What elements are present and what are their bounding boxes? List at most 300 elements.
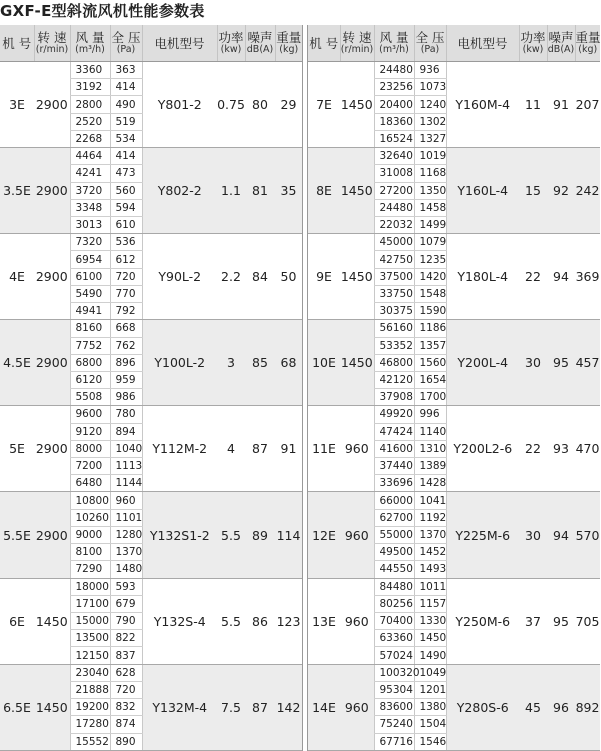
noise-cell: 95 [547, 320, 575, 406]
motor-cell: Y112M-2 [142, 406, 217, 492]
table-row [308, 62, 600, 79]
noise-cell: 94 [547, 234, 575, 320]
pressure-cell: 593 [110, 578, 142, 595]
flow-cell: 6954 [70, 251, 110, 268]
noise-cell: 81 [245, 148, 275, 234]
flow-cell: 17280 [70, 716, 110, 733]
pressure-cell: 536 [110, 234, 142, 251]
flow-cell: 44550 [374, 561, 414, 578]
noise-cell: 94 [547, 492, 575, 578]
flow-cell: 27200 [374, 182, 414, 199]
pressure-cell: 1700 [414, 389, 446, 406]
table-row [0, 62, 302, 79]
motor-cell: Y90L-2 [142, 234, 217, 320]
pressure-cell: 1350 [414, 182, 446, 199]
pressure-cell: 1490 [414, 647, 446, 664]
pressure-cell: 473 [110, 165, 142, 182]
pressure-cell: 1450 [414, 630, 446, 647]
noise-cell: 85 [245, 320, 275, 406]
tables-area [0, 25, 600, 751]
header-model-label: 机 号 [309, 35, 339, 51]
noise-cell: 86 [245, 578, 275, 664]
flow-cell: 18000 [70, 578, 110, 595]
pressure-cell: 1192 [414, 509, 446, 526]
model-cell: 5E [0, 406, 34, 492]
header-power [519, 25, 547, 62]
pressure-cell: 1480 [110, 561, 142, 578]
header-weight-label: 重量 [276, 29, 302, 45]
model-cell: 14E [308, 664, 340, 750]
pressure-cell: 720 [110, 681, 142, 698]
pressure-cell: 414 [110, 148, 142, 165]
weight-cell: 705 [575, 578, 600, 664]
flow-cell: 37908 [374, 389, 414, 406]
pressure-cell: 1499 [414, 216, 446, 233]
left-performance-table [0, 25, 302, 751]
header-pressure [110, 25, 142, 62]
power-cell: 37 [519, 578, 547, 664]
pressure-cell: 414 [110, 79, 142, 96]
flow-cell: 32640 [374, 148, 414, 165]
header-motor-label: 电机型号 [457, 35, 508, 51]
motor-cell: Y801-2 [142, 62, 217, 148]
pressure-cell: 1019 [414, 148, 446, 165]
power-cell: 15 [519, 148, 547, 234]
flow-cell: 3348 [70, 199, 110, 216]
header-motor-label: 电机型号 [154, 35, 205, 51]
speed-cell: 1450 [340, 234, 374, 320]
pressure-cell: 594 [110, 199, 142, 216]
header-weight [275, 25, 302, 62]
pressure-cell: 1144 [110, 475, 142, 492]
motor-cell: Y280S-6 [446, 664, 519, 750]
pressure-cell: 679 [110, 595, 142, 612]
power-cell: 1.1 [217, 148, 245, 234]
pressure-cell: 1560 [414, 354, 446, 371]
speed-cell: 2900 [34, 320, 70, 406]
flow-cell: 70400 [374, 613, 414, 630]
speed-cell: 1450 [34, 578, 70, 664]
pressure-cell: 1049 [414, 664, 446, 681]
header-power-unit: (kw) [522, 43, 544, 55]
weight-cell: 114 [275, 492, 302, 578]
flow-cell: 30375 [374, 303, 414, 320]
header-speed-unit: (r/min) [340, 43, 374, 55]
flow-cell: 15000 [70, 613, 110, 630]
noise-cell: 89 [245, 492, 275, 578]
flow-cell: 22032 [374, 216, 414, 233]
model-cell: 7E [308, 62, 340, 148]
speed-cell: 1450 [340, 148, 374, 234]
flow-cell: 9600 [70, 406, 110, 423]
pressure-cell: 668 [110, 320, 142, 337]
noise-cell: 95 [547, 578, 575, 664]
weight-cell: 457 [575, 320, 600, 406]
table-row [0, 406, 302, 423]
pressure-cell: 874 [110, 716, 142, 733]
header-noise [547, 25, 575, 62]
pressure-cell: 1327 [414, 130, 446, 147]
flow-cell: 21888 [70, 681, 110, 698]
flow-cell: 45000 [374, 234, 414, 251]
pressure-cell: 959 [110, 371, 142, 388]
noise-cell: 80 [245, 62, 275, 148]
flow-cell: 3192 [70, 79, 110, 96]
flow-cell: 20400 [374, 96, 414, 113]
header-weight-label: 重量 [575, 29, 601, 45]
flow-cell: 6120 [70, 371, 110, 388]
flow-cell: 41600 [374, 440, 414, 457]
flow-cell: 10800 [70, 492, 110, 509]
pressure-cell: 1654 [414, 371, 446, 388]
flow-cell: 12150 [70, 647, 110, 664]
pressure-cell: 1101 [110, 509, 142, 526]
power-cell: 7.5 [217, 664, 245, 750]
flow-cell: 16524 [374, 130, 414, 147]
header-weight [575, 25, 600, 62]
motor-cell: Y100L-2 [142, 320, 217, 406]
header-row [0, 25, 302, 62]
pressure-cell: 1546 [414, 733, 446, 750]
header-flow [70, 25, 110, 62]
model-cell: 3.5E [0, 148, 34, 234]
pressure-cell: 1240 [414, 96, 446, 113]
pressure-cell: 1113 [110, 458, 142, 475]
speed-cell: 1450 [34, 664, 70, 750]
flow-cell: 23040 [70, 664, 110, 681]
table-row [0, 320, 302, 337]
weight-cell: 207 [575, 62, 600, 148]
motor-cell: Y802-2 [142, 148, 217, 234]
pressure-cell: 1040 [110, 440, 142, 457]
pressure-cell: 762 [110, 337, 142, 354]
flow-cell: 80256 [374, 595, 414, 612]
header-motor [446, 25, 519, 62]
speed-cell: 2900 [34, 62, 70, 148]
power-cell: 5.5 [217, 578, 245, 664]
weight-cell: 242 [575, 148, 600, 234]
pressure-cell: 936 [414, 62, 446, 79]
flow-cell: 7320 [70, 234, 110, 251]
noise-cell: 87 [245, 664, 275, 750]
flow-cell: 100320 [374, 664, 414, 681]
speed-cell: 2900 [34, 492, 70, 578]
pressure-cell: 1201 [414, 681, 446, 698]
weight-cell: 68 [275, 320, 302, 406]
header-power-label: 功率 [520, 29, 546, 45]
header-motor [142, 25, 217, 62]
pressure-cell: 612 [110, 251, 142, 268]
weight-cell: 369 [575, 234, 600, 320]
power-cell: 22 [519, 406, 547, 492]
pressure-cell: 1073 [414, 79, 446, 96]
noise-cell: 92 [547, 148, 575, 234]
flow-cell: 95304 [374, 681, 414, 698]
flow-cell: 49920 [374, 406, 414, 423]
header-pressure-label: 全 压 [415, 29, 445, 45]
table-row [0, 578, 302, 595]
right-performance-table [308, 25, 600, 751]
motor-cell: Y200L2-6 [446, 406, 519, 492]
header-speed [340, 25, 374, 62]
flow-cell: 31008 [374, 165, 414, 182]
pressure-cell: 822 [110, 630, 142, 647]
flow-cell: 2800 [70, 96, 110, 113]
flow-cell: 84480 [374, 578, 414, 595]
pressure-cell: 890 [110, 733, 142, 750]
header-weight-unit: (kg) [279, 43, 299, 55]
model-cell: 12E [308, 492, 340, 578]
flow-cell: 15552 [70, 733, 110, 750]
header-noise-unit: dB(A) [547, 43, 575, 55]
flow-cell: 42120 [374, 371, 414, 388]
model-cell: 5.5E [0, 492, 34, 578]
flow-cell: 37440 [374, 458, 414, 475]
header-pressure-label: 全 压 [111, 29, 141, 45]
pressure-cell: 1280 [110, 526, 142, 543]
pressure-cell: 1590 [414, 303, 446, 320]
pressure-cell: 1186 [414, 320, 446, 337]
speed-cell: 2900 [34, 234, 70, 320]
table-row [308, 234, 600, 251]
flow-cell: 46800 [374, 354, 414, 371]
pressure-cell: 1389 [414, 458, 446, 475]
motor-cell: Y200L-4 [446, 320, 519, 406]
motor-cell: Y132S-4 [142, 578, 217, 664]
header-model [308, 25, 340, 62]
pressure-cell: 837 [110, 647, 142, 664]
flow-cell: 63360 [374, 630, 414, 647]
model-cell: 13E [308, 578, 340, 664]
pressure-cell: 363 [110, 62, 142, 79]
flow-cell: 5490 [70, 285, 110, 302]
speed-cell: 1450 [340, 320, 374, 406]
table-row [0, 492, 302, 509]
pressure-cell: 1428 [414, 475, 446, 492]
noise-cell: 87 [245, 406, 275, 492]
power-cell: 5.5 [217, 492, 245, 578]
flow-cell: 24480 [374, 199, 414, 216]
speed-cell: 2900 [34, 148, 70, 234]
flow-cell: 8100 [70, 544, 110, 561]
motor-cell: Y250M-6 [446, 578, 519, 664]
flow-cell: 8160 [70, 320, 110, 337]
weight-cell: 892 [575, 664, 600, 750]
motor-cell: Y160L-4 [446, 148, 519, 234]
flow-cell: 18360 [374, 113, 414, 130]
speed-cell: 960 [340, 406, 374, 492]
weight-cell: 91 [275, 406, 302, 492]
header-model-label: 机 号 [2, 35, 32, 51]
motor-cell: Y132M-4 [142, 664, 217, 750]
pressure-cell: 1140 [414, 423, 446, 440]
motor-cell: Y132S1-2 [142, 492, 217, 578]
header-flow-unit: (m³/h) [379, 43, 409, 55]
flow-cell: 3360 [70, 62, 110, 79]
flow-cell: 2520 [70, 113, 110, 130]
flow-cell: 24480 [374, 62, 414, 79]
header-power [217, 25, 245, 62]
pressure-cell: 1370 [110, 544, 142, 561]
speed-cell: 1450 [340, 62, 374, 148]
flow-cell: 7752 [70, 337, 110, 354]
speed-cell: 960 [340, 492, 374, 578]
table-row [308, 492, 600, 509]
table-row [308, 148, 600, 165]
header-pressure [414, 25, 446, 62]
pressure-cell: 896 [110, 354, 142, 371]
noise-cell: 93 [547, 406, 575, 492]
model-cell: 4.5E [0, 320, 34, 406]
motor-cell: Y180L-4 [446, 234, 519, 320]
flow-cell: 7290 [70, 561, 110, 578]
pressure-cell: 780 [110, 406, 142, 423]
power-cell: 30 [519, 320, 547, 406]
pressure-cell: 1079 [414, 234, 446, 251]
pressure-cell: 792 [110, 303, 142, 320]
flow-cell: 4241 [70, 165, 110, 182]
flow-cell: 17100 [70, 595, 110, 612]
flow-cell: 49500 [374, 544, 414, 561]
speed-cell: 2900 [34, 406, 70, 492]
flow-cell: 33750 [374, 285, 414, 302]
flow-cell: 9120 [70, 423, 110, 440]
noise-cell: 84 [245, 234, 275, 320]
power-cell: 3 [217, 320, 245, 406]
header-flow-unit: (m³/h) [75, 43, 105, 55]
flow-cell: 6800 [70, 354, 110, 371]
flow-cell: 6100 [70, 268, 110, 285]
pressure-cell: 610 [110, 216, 142, 233]
pressure-cell: 1458 [414, 199, 446, 216]
pressure-cell: 986 [110, 389, 142, 406]
noise-cell: 91 [547, 62, 575, 148]
header-speed [34, 25, 70, 62]
flow-cell: 83600 [374, 699, 414, 716]
pressure-cell: 996 [414, 406, 446, 423]
power-cell: 4 [217, 406, 245, 492]
weight-cell: 570 [575, 492, 600, 578]
table-row [308, 406, 600, 423]
header-noise-label: 噪声 [548, 29, 574, 45]
flow-cell: 75240 [374, 716, 414, 733]
header-model [0, 25, 34, 62]
flow-cell: 3720 [70, 182, 110, 199]
model-cell: 8E [308, 148, 340, 234]
weight-cell: 470 [575, 406, 600, 492]
pressure-cell: 832 [110, 699, 142, 716]
model-cell: 10E [308, 320, 340, 406]
header-power-label: 功率 [218, 29, 244, 45]
pressure-cell: 628 [110, 664, 142, 681]
pressure-cell: 1493 [414, 561, 446, 578]
header-flow [374, 25, 414, 62]
model-cell: 3E [0, 62, 34, 148]
pressure-cell: 1504 [414, 716, 446, 733]
header-weight-unit: (kg) [578, 43, 598, 55]
weight-cell: 50 [275, 234, 302, 320]
flow-cell: 4941 [70, 303, 110, 320]
header-noise-label: 噪声 [247, 29, 273, 45]
model-cell: 6.5E [0, 664, 34, 750]
pressure-cell: 720 [110, 268, 142, 285]
flow-cell: 42750 [374, 251, 414, 268]
header-flow-label: 风 量 [75, 29, 105, 45]
weight-cell: 142 [275, 664, 302, 750]
table-row [308, 664, 600, 681]
header-row [308, 25, 600, 62]
power-cell: 22 [519, 234, 547, 320]
pressure-cell: 1310 [414, 440, 446, 457]
power-cell: 11 [519, 62, 547, 148]
pressure-cell: 519 [110, 113, 142, 130]
flow-cell: 67716 [374, 733, 414, 750]
pressure-cell: 790 [110, 613, 142, 630]
flow-cell: 5508 [70, 389, 110, 406]
model-cell: 6E [0, 578, 34, 664]
header-power-unit: (kw) [220, 43, 242, 55]
table-row [0, 148, 302, 165]
model-cell: 11E [308, 406, 340, 492]
flow-cell: 13500 [70, 630, 110, 647]
power-cell: 45 [519, 664, 547, 750]
flow-cell: 23256 [374, 79, 414, 96]
flow-cell: 2268 [70, 130, 110, 147]
flow-cell: 7200 [70, 458, 110, 475]
pressure-cell: 960 [110, 492, 142, 509]
flow-cell: 8000 [70, 440, 110, 457]
model-cell: 9E [308, 234, 340, 320]
table-row [308, 320, 600, 337]
flow-cell: 47424 [374, 423, 414, 440]
flow-cell: 56160 [374, 320, 414, 337]
pressure-cell: 1330 [414, 613, 446, 630]
flow-cell: 6480 [70, 475, 110, 492]
pressure-cell: 770 [110, 285, 142, 302]
pressure-cell: 1168 [414, 165, 446, 182]
flow-cell: 33696 [374, 475, 414, 492]
pressure-cell: 1548 [414, 285, 446, 302]
table-separator [302, 25, 308, 751]
weight-cell: 123 [275, 578, 302, 664]
pressure-cell: 1357 [414, 337, 446, 354]
flow-cell: 55000 [374, 526, 414, 543]
motor-cell: Y225M-6 [446, 492, 519, 578]
header-speed-label: 转 速 [342, 29, 372, 45]
weight-cell: 35 [275, 148, 302, 234]
page-title: GXF-E型斜流风机性能参数表 [0, 2, 205, 20]
pressure-cell: 1380 [414, 699, 446, 716]
header-noise [245, 25, 275, 62]
flow-cell: 53352 [374, 337, 414, 354]
header-pressure-unit: (Pa) [116, 43, 136, 55]
header-noise-unit: dB(A) [246, 43, 274, 55]
pressure-cell: 1157 [414, 595, 446, 612]
flow-cell: 19200 [70, 699, 110, 716]
pressure-cell: 1302 [414, 113, 446, 130]
power-cell: 0.75 [217, 62, 245, 148]
pressure-cell: 534 [110, 130, 142, 147]
speed-cell: 960 [340, 578, 374, 664]
header-flow-label: 风 量 [379, 29, 409, 45]
pressure-cell: 490 [110, 96, 142, 113]
pressure-cell: 1452 [414, 544, 446, 561]
pressure-cell: 1370 [414, 526, 446, 543]
power-cell: 2.2 [217, 234, 245, 320]
weight-cell: 29 [275, 62, 302, 148]
table-row [0, 234, 302, 251]
pressure-cell: 560 [110, 182, 142, 199]
